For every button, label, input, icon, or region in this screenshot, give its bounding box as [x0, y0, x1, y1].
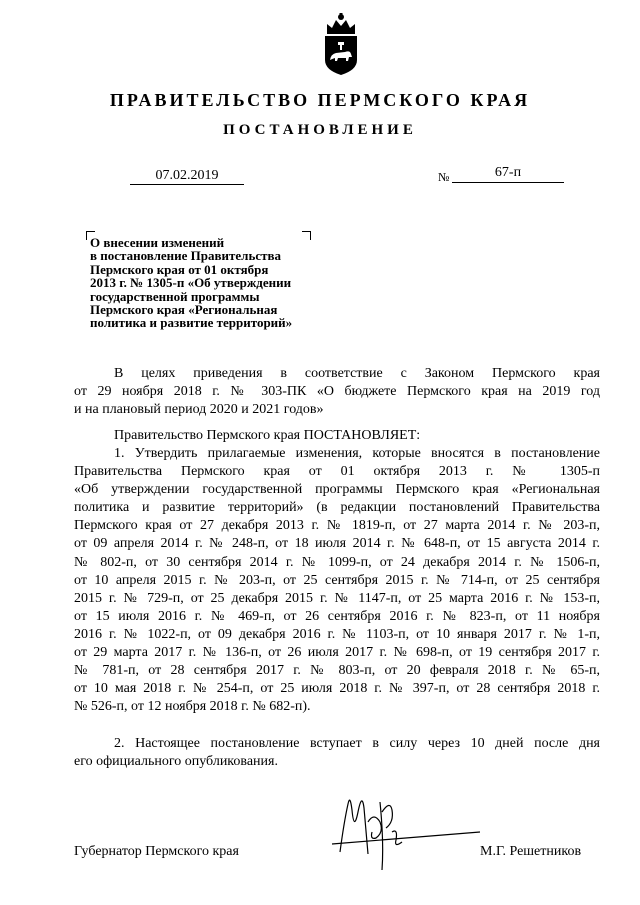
body-line: № 781-п, от 28 сентября 2017 г. № 803-п, от 20 февраля 2018 г. № 65-п,	[74, 663, 600, 679]
body-line: «Об утверждении государственной программы Пермского края «Региональная	[74, 482, 600, 498]
body-line: 1. Утвердить прилагаемые изменения, которые вносятся в постановление	[114, 446, 600, 461]
subject-line: политика и развитие территорий»	[90, 315, 293, 331]
subject-line: государственной программы	[90, 288, 260, 304]
document-subject	[90, 236, 340, 330]
body-line: В целях приведения в соответствие с Законом Пермского края	[114, 366, 600, 381]
body-line: Пермского края от 27 декабря 2013 г. № 1819-п, от 27 марта 2014 г. № 203-п,	[74, 518, 600, 534]
body-line: 2. Настоящее постановление вступает в силу через 10 дней после дня	[114, 736, 600, 751]
organization-title: ПРАВИТЕЛЬСТВО ПЕРМСКОГО КРАЯ	[109, 90, 531, 110]
body-line: 2016 г. № 1022-п, от 09 декабря 2016 г. № 1103-п, от 10 января 2017 г. № 1-п,	[74, 626, 600, 642]
subject-line: Пермского края от 01 октября	[90, 261, 269, 277]
body-line: политика и развитие территорий» (в редакции постановлений Правительства	[74, 500, 600, 516]
signatory-name: М.Г. Решетников	[480, 844, 582, 859]
preamble-paragraph	[74, 365, 600, 419]
document-number: 67-п	[452, 164, 564, 183]
coat-of-arms-emblem	[321, 12, 361, 76]
resolves-paragraph	[74, 427, 600, 445]
body-line: от 29 марта 2017 г. № 136-п, от 26 июля 2017 г. № 698-п, от 19 сентября 2017 г.	[74, 645, 600, 661]
body-line: 2015 г. № 729-п, от 25 декабря 2015 г. № 1147-п, от 25 марта 2016 г. № 153-п,	[74, 590, 600, 606]
item-1-paragraph	[74, 445, 600, 716]
handwritten-signature	[330, 782, 480, 872]
document-type: ПОСТАНОВЛЕНИЕ	[223, 122, 417, 138]
body-line: Правительство Пермского края ПОСТАНОВЛЯЕТ:	[114, 428, 421, 443]
body-line: от 09 апреля 2014 г. № 248-п, от 18 июля 2014 г. № 648-п, от 15 августа 2014 г.	[74, 536, 600, 552]
body-line: от 10 мая 2018 г. № 254-п, от 25 июля 2018 г. № 397-п, от 28 сентября 2018 г.	[74, 681, 600, 697]
item-2-paragraph	[74, 735, 600, 771]
subject-line: в постановление Правительства	[90, 248, 282, 264]
subject-line: О внесении изменений	[90, 235, 225, 250]
body-line: от 10 апреля 2015 г. № 203-п, от 25 сентября 2015 г. № 714-п, от 25 сентября	[74, 572, 600, 588]
body-line: его официального опубликования.	[74, 754, 278, 770]
body-line: и на плановый период 2020 и 2021 годов»	[74, 402, 324, 418]
subject-line: Пермского края «Региональная	[90, 302, 278, 318]
body-line: № 526-п, от 12 ноября 2018 г. № 682-п).	[74, 699, 311, 715]
body-line: от 29 ноября 2018 г. № 303-ПК «О бюджете Пермского края на 2019 год	[74, 384, 600, 400]
signatory-title: Губернатор Пермского края	[74, 844, 239, 859]
document-date: 07.02.2019	[130, 168, 244, 185]
body-line: № 802-п, от 30 сентября 2014 г. № 1099-п, от 24 декабря 2014 г. № 1506-п,	[74, 554, 600, 570]
body-line: Правительства Пермского края от 01 октября 2013 г. № 1305-п	[74, 464, 600, 480]
subject-line: 2013 г. № 1305-п «Об утверждении	[90, 275, 292, 291]
body-line: от 15 июля 2016 г. № 469-п, от 26 сентября 2016 г. № 823-п, от 11 ноября	[74, 608, 600, 624]
number-label: №	[438, 170, 450, 184]
